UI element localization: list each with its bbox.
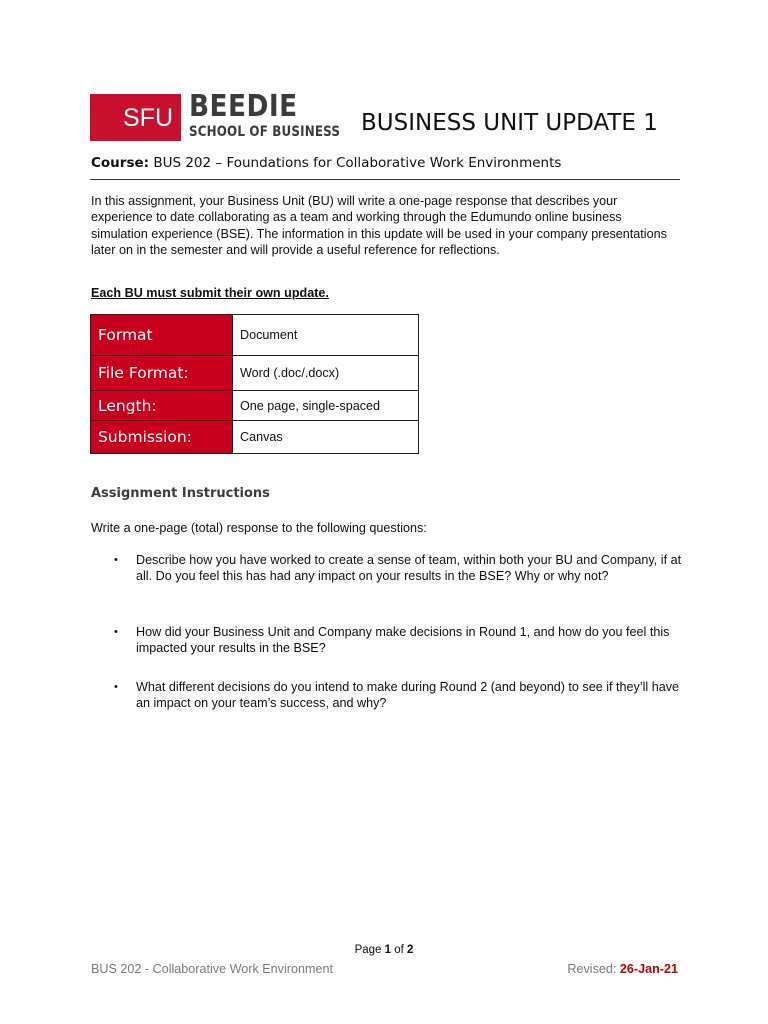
- bullet-icon: •: [114, 626, 118, 638]
- table-key-submission: Submission:: [91, 421, 233, 454]
- question-text: What different decisions do you intend to make during Round 2 (and beyond) to see if they’ll have an impact on your team’s success, and why?: [136, 680, 680, 711]
- page-label: Page: [354, 944, 382, 956]
- submit-note: Each BU must submit their own update.: [91, 286, 329, 300]
- school-of-business-logo-text: SCHOOL OF BUSINESS: [189, 124, 341, 140]
- bullet-icon: •: [114, 681, 118, 693]
- table-value-format: Document: [233, 315, 419, 356]
- sfu-logo-text: SFU: [123, 104, 173, 132]
- list-item: [114, 552, 684, 585]
- table-row: [91, 356, 419, 391]
- list-item: [114, 624, 684, 657]
- bullet-icon: •: [114, 554, 118, 566]
- instructions-heading: Assignment Instructions: [91, 486, 270, 501]
- table-row: [91, 391, 419, 421]
- table-key-length: Length:: [91, 391, 233, 421]
- table-value-file-format: Word (.doc/.docx): [233, 356, 419, 391]
- instructions-prompt: Write a one-page (total) response to the following questions:: [91, 521, 427, 535]
- table-key-file-format: File Format:: [91, 356, 233, 391]
- table-value-submission: Canvas: [233, 421, 419, 454]
- footer-course: BUS 202 - Collaborative Work Environment: [91, 962, 333, 976]
- table-value-length: One page, single-spaced: [233, 391, 419, 421]
- revised-date: 26-Jan-21: [619, 962, 678, 976]
- page-current: 1: [384, 944, 392, 956]
- list-item: [114, 679, 684, 712]
- table-row: [91, 315, 419, 356]
- page-number: [0, 945, 768, 957]
- beedie-logo-text: BEEDIE: [189, 89, 298, 124]
- page-of: of: [394, 944, 404, 956]
- question-text: How did your Business Unit and Company make decisions in Round 1, and how do you feel this impacted your results in the BSE?: [136, 625, 670, 656]
- page-title: BUSINESS UNIT UPDATE 1: [361, 110, 658, 136]
- course-value: BUS 202 – Foundations for Collaborative Work Environments: [153, 155, 562, 171]
- revised-label: Revised:: [567, 962, 617, 976]
- course-label: Course:: [91, 155, 150, 171]
- course-line: [91, 157, 561, 171]
- header-divider: [90, 179, 680, 180]
- footer-revised: [567, 963, 678, 976]
- question-text: Describe how you have worked to create a sense of team, within both your BU and Company, if at all. Do you feel this has had any impact on your results in the BSE? Why or why not?: [136, 553, 682, 584]
- page-total: 2: [407, 944, 414, 956]
- intro-paragraph: In this assignment, your Business Unit (BU) will write a one-page response that describes your experience to date collaborating as a team and working through the Edumundo online business simulation experience (BSE). The information in this update will be used in your company presentations later on in the semester and will provide a useful reference for reflections.: [91, 194, 667, 258]
- table-row: [91, 421, 419, 454]
- sfu-logo-mark: [90, 94, 181, 141]
- table-key-format: Format: [91, 315, 233, 356]
- assignment-info-table: [90, 314, 419, 454]
